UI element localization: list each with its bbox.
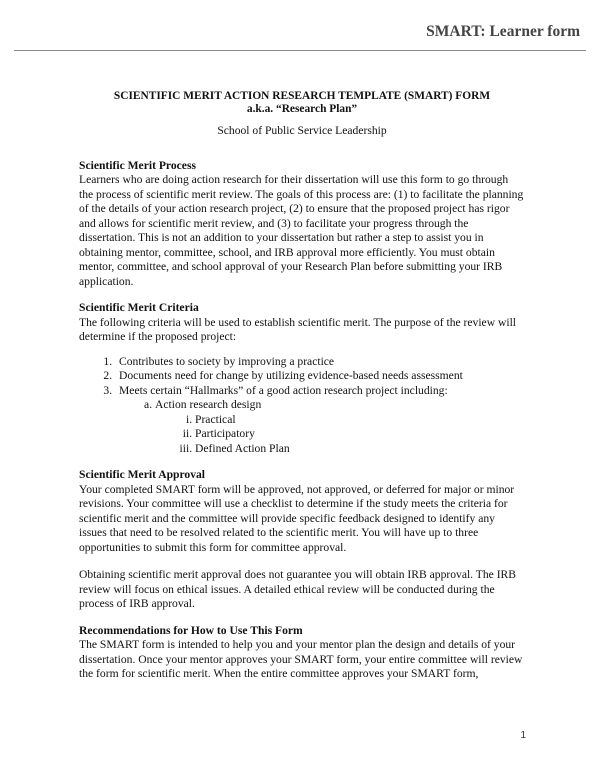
approval-body-2: Obtaining scientific merit approval does not guarantee you will obtain IRB approval. The IRB review will focus on ethical issues. A detailed ethical review will be conducted during the process of IRB approval. xyxy=(79,568,517,610)
approval-heading: Scientific Merit Approval xyxy=(79,468,206,481)
list-item: 2. Documents need for change by utilizing evidence-based needs assessment xyxy=(115,369,525,384)
list-item xyxy=(115,384,525,457)
document-title xyxy=(79,90,525,116)
sub-sub-list-item: ii. Participatory xyxy=(195,427,525,442)
sub-sub-list-item: iii. Defined Action Plan xyxy=(195,442,525,457)
page-header xyxy=(14,0,586,51)
criteria-heading: Scientific Merit Criteria xyxy=(79,301,199,314)
sub-sub-list-item: i. Practical xyxy=(195,413,525,428)
school-name: School of Public Service Leadership xyxy=(217,124,387,137)
sub-list xyxy=(119,398,525,456)
list-item: 1. Contributes to society by improving a practice xyxy=(115,355,525,370)
criteria-intro: The following criteria will be used to establish scientific merit. The purpose of the review will determine if the proposed project: xyxy=(79,315,517,343)
recommendations-heading: Recommendations for How to Use This Form xyxy=(79,623,303,637)
list-item-text: Meets certain “Hallmarks” of a good action research project including: xyxy=(119,383,448,397)
criteria-list xyxy=(79,355,525,457)
document-body xyxy=(79,90,525,682)
document-title-line1: SCIENTIFIC MERIT ACTION RESEARCH TEMPLATE (SMART) FORM xyxy=(113,90,491,102)
sub-list-item-text: Action research design xyxy=(155,398,262,411)
recommendations-body: The SMART form is intended to help you and your mentor plan the design and details of your dissertation. Once your mentor approves your SMART form, your entire committee will review the form for scientific merit. When the entire committee approves your SMART form, xyxy=(79,638,523,680)
process-body: Learners who are doing action research for their dissertation will use this form to go through the process of scientific merit review. The goals of this process are: (1) to facilitate the planning of the details of your action research project, (2) to ensure that the proposed project has rigor and allows for scientific merit review, and (3) to facilitate your progress through the dissertation. This is not an addition to your dissertation but rather a step to assist you in obtaining mentor, committee, school, and IRB approval more efficiently. You must obtain mentor, committee, and school approval of your Research Plan before submitting your IRB application. xyxy=(79,173,524,288)
process-heading: Scientific Merit Process xyxy=(79,158,196,172)
document-title-line2: a.k.a. “Research Plan” xyxy=(246,103,358,115)
header-title: SMART: Learner form xyxy=(426,23,580,40)
page-number: 1 xyxy=(520,730,526,741)
sub-sub-list xyxy=(155,413,525,457)
sub-list-item xyxy=(155,398,525,456)
approval-body-1: Your completed SMART form will be approved, not approved, or deferred for major or minor revisions. Your committee will use a checklist to determine if the study meets the criteria for scientific merit and the committee will provide specific feedback designed to identify any issues that need to be resolved related to the scientific merit. You will have up to three opportunities to submit this form for committee approval. xyxy=(79,482,515,554)
